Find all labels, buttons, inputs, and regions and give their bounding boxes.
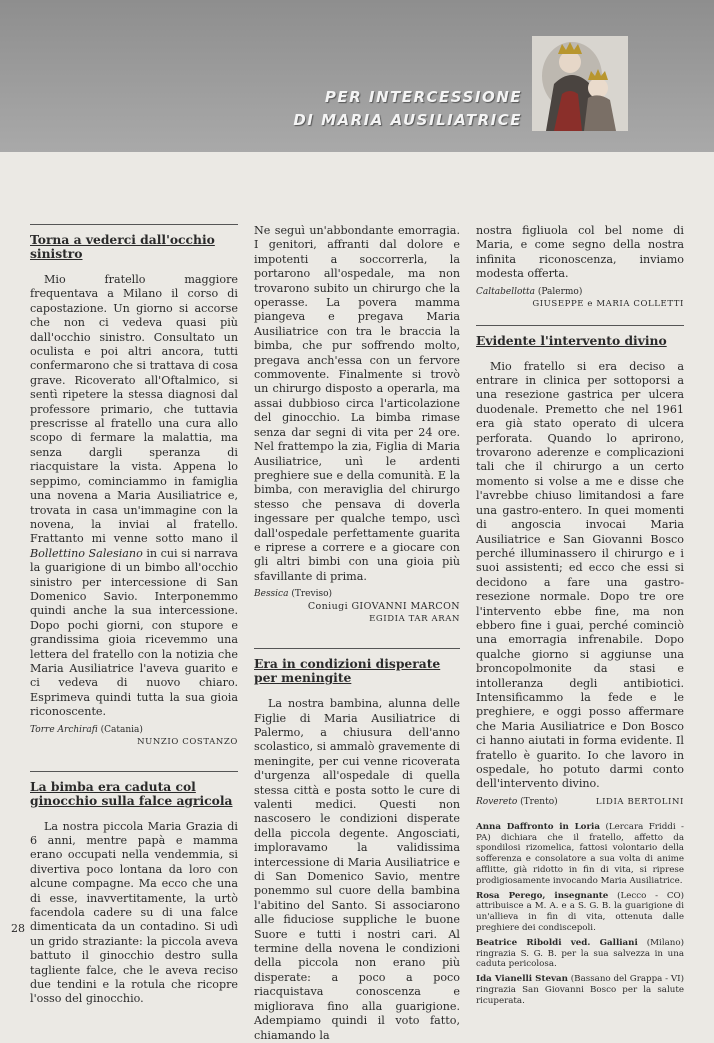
divider <box>476 325 684 326</box>
grace-notes <box>476 822 684 1007</box>
column-3 <box>476 224 684 1011</box>
article-1-text-end: in cui si narrava la guarigione di un bimbo all'occhio sinistro per intercessione di San Domenico Savio. Interponemmo quindi anche la sua intercessione. Dopo pochi giorni, con stupore e grandissima gioia ricevemmo una lettera del fratello con la notizia che Maria Ausiliatrice l'aveva guarito e ci vedeva di nuovo chiaro. Esprimeva quindi tutta la sua gioia riconoscente. <box>30 546 239 719</box>
place-province: (Trento) <box>520 796 558 807</box>
page-header <box>0 0 714 152</box>
article-2-signature-1: Coniugi GIOVANNI MARCON <box>307 601 460 613</box>
madonna-image <box>532 36 628 131</box>
section-title-line1: PER INTERCESSIONE <box>324 88 522 106</box>
note-name: Rosa Perego, insegnante <box>476 890 609 901</box>
note-name: Ida Vianelli Stevan <box>476 974 568 985</box>
page-number: 28 <box>11 922 25 935</box>
note-name: Beatrice Riboldi ved. Galliani <box>476 937 638 948</box>
place-name: Bessica <box>254 589 289 600</box>
article-title-1: Torna a vederci dall'occhio sinistro <box>30 232 215 261</box>
divider <box>30 771 238 772</box>
section-title <box>293 86 522 132</box>
article-1-body <box>30 273 238 720</box>
column-1 <box>30 224 238 1007</box>
note-name: Anna Daffronto in Loria <box>476 821 600 832</box>
article-1-publication: Bollettino Salesiano <box>30 546 143 560</box>
note-text: (Lercara Friddi - PA) dichiara che il fratello, affetto da spondilosi rizomelica, fattosi volontario della sofferenza e consolatore a sua volta di anime afflitte, già ridotto in fin di vita, si riprese prodigiosamente invocando Maria Ausiliatrice. <box>476 821 684 886</box>
note-item <box>476 891 684 934</box>
divider <box>30 224 238 225</box>
article-4-place <box>476 796 684 808</box>
place-province: (Treviso) <box>291 589 332 600</box>
article-2-body: La nostra piccola Maria Grazia di 6 anni, mentre papà e mamma erano occupati nella vendemmia, si divertiva poco lontana da loro con alcune compagne. Ma ecco che una di esse, inavvertitamente, la urtò facendola cadere su di una falce dimenticata da un contadino. Si udì un grido straziante: la piccola aveva battuto il ginocchio destro sulla tagliente falce, che le aveva reciso due tendini e la rotula che ricopre l'osso del ginocchio. <box>30 819 238 1006</box>
article-2-body-cont: Ne seguì un'abbondante emorragia. I genitori, affranti dal dolore e impotenti a soccorrerla, la portarono all'ospedale, ma non trovarono subito un chirurgo che la operasse. La povera mamma piangeva e pregava Maria Ausiliatrice con tra le braccia la bimba, che pur soffrendo molto, pregava anch'essa con un fervore commovente. Finalmente si trovò un chirurgo disposto a operarla, ma assai dubbioso circa l'articolazione del ginocchio. La bimba rimase senza dar segni di vita per 24 ore. Nel frattempo la zia, Figlia di Maria Ausiliatrice, unì le ardenti preghiere sue e della comunità. E la bimba, con meraviglia del chirurgo stesso che pensava di doverla ingessare per qualche tempo, uscì dall'ospedale perfettamente guarita e riprese a correre e a giocare con gli altri bimbi con una gioia più sfavillante di prima. <box>254 224 460 583</box>
place-name: Caltabellotta <box>476 286 535 297</box>
divider <box>254 648 460 649</box>
article-3-body: La nostra bambina, alunna delle Figlie di Maria Ausiliatrice di Palermo, a chiusura dell'anno scolastico, si ammalò gravemente di meningite, per cui venne ricoverata d'urgenza all'ospedale di quella stessa città e posta sotto le cure di valenti medici. Questi non nascosero le condizioni disperate della piccola degente. Angosciati, imploravamo la validissima intercessione di Maria Ausiliatrice e di San Domenico Savio, mentre ponemmo sul cuore della bambina l'abitino del Santo. Si associarono alle fiduciose suppliche le buone Suore e tutti i nostri cari. Al termine della novena le condizioni della piccola non erano più disperate: a poco a poco riacquistava conoscenza e migliorava fino alla guarigione. Adempiamo quindi il voto fatto, chiamando la <box>254 697 460 1042</box>
article-1-place <box>30 724 238 736</box>
article-1-signature: NUNZIO COSTANZO <box>137 736 238 747</box>
article-3-signature: GIUSEPPE e MARIA COLLETTI <box>532 298 684 309</box>
note-text: (Lecco - CO) attribuisce a M. A. e a S. G. B. la guarigione di un'allieva in fin di vita, ottenuta dalle preghiere dei condiscepoli. <box>476 890 685 933</box>
article-4-signature: LIDIA BERTOLINI <box>595 796 684 807</box>
article-3-place <box>476 286 684 298</box>
article-3-body-cont: nostra figliuola col bel nome di Maria, e come segno della nostra infinita riconoscenza, inviamo modesta offerta. <box>476 224 684 281</box>
place-province: (Catania) <box>100 724 143 735</box>
article-2-signature-2: EGIDIA TAR ARAN <box>369 614 460 625</box>
article-4-body: Mio fratello si era deciso a entrare in clinica per sottoporsi a una resezione gastrica per ulcera duodenale. Premetto che nel 1961 era già stato operato di ulcera perforata. Quando lo aprirono, trovarono aderenze e complicazioni tali che il chirurgo a un certo momento si volse a me e disse che l'avrebbe chiuso limitandosi a fare una gastro-entero. In quei momenti di angoscia invocai Maria Ausiliatrice e San Giovanni Bosco perché illuminassero il chirurgo e i suoi assistenti; ed ecco che essi si decidono a fare una gastro-resezione normale. Dopo tre ore l'intervento ebbe fine, ma non ebbero fine i guai, perché cominciò una emorragia infrenabile. Dopo qualche giorno si aggiunse una broncopolmonite da stasi e intolleranza degli antibiotici. Intensificammo la fede e le preghiere, e oggi posso affermare che Maria Ausiliatrice e Don Bosco ci hanno aiutati in forma evidente. Il fratello è guarito. Io che lavoro in ospedale, ho potuto darmi conto dell'intervento divino. <box>476 359 684 791</box>
article-title-3: Era in condizioni disperate per meningite <box>254 656 441 686</box>
note-text: (Milano) ringrazia S. G. B. per la sua salvezza in una caduta pericolosa. <box>476 937 685 970</box>
note-item <box>476 938 684 970</box>
place-name: Rovereto <box>476 796 518 807</box>
article-title-4: Evidente l'intervento divino <box>476 332 667 348</box>
article-title-2: La bimba era caduta col ginocchio sulla falce agricola <box>30 778 233 808</box>
note-text: (Bassano del Grappa - VI) ringrazia San Giovanni Bosco per la salute ricuperata. <box>476 974 684 1006</box>
place-province: (Palermo) <box>537 286 583 297</box>
section-title-line2: DI MARIA AUSILIATRICE <box>293 111 522 129</box>
note-item <box>476 822 684 887</box>
place-name: Torre Archirafi <box>30 724 98 735</box>
note-item <box>476 974 684 1006</box>
article-2-place <box>254 588 460 600</box>
article-1-text: Mio fratello maggiore frequentava a Milano il corso di capostazione. Un giorno si accorse che non ci vedeva quasi più dall'occhio sinistro. Consultato un oculista e poi altri ancora, tutti confermarono che si trattava di cosa grave. Ricoverato all'Oftalmico, si sentì ripetere la stessa diagnosi dal professore primario, che tuttavia prescrisse al fratello una cura allo scopo di fermare la malattia, ma senza dargli speranza di riacquistare la vista. Appena lo seppimo, cominciammo in famiglia una novena a Maria Ausiliatrice e, trovata in casa un'immagine con la novena, la inviai al fratello. Frattanto mi venne sotto mano il <box>30 273 238 546</box>
column-2 <box>254 224 460 1043</box>
